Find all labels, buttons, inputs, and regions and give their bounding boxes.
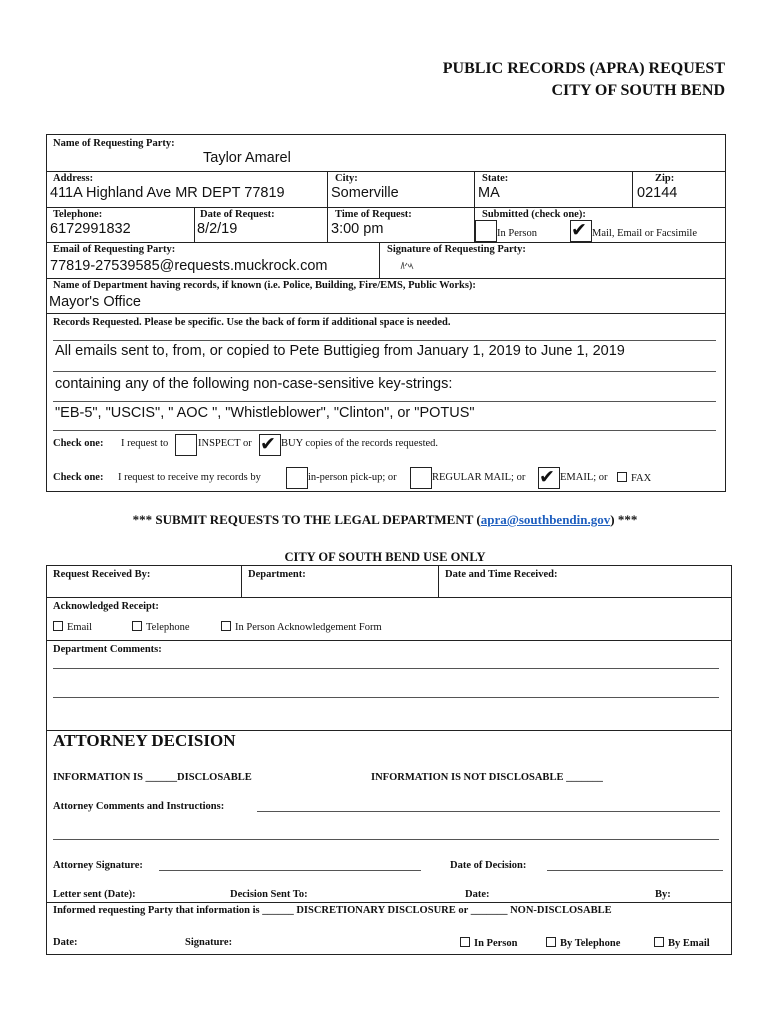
email-value: 77819-27539585@requests.muckrock.com <box>50 258 328 274</box>
name-value: Taylor Amarel <box>203 150 291 166</box>
email-delivery-label: EMAIL; or <box>560 472 608 483</box>
check-mark-icon: ✔ <box>260 433 276 455</box>
submit-instructions <box>0 512 770 528</box>
ack-in-person-label: In Person Acknowledgement Form <box>235 622 382 633</box>
department-value: Mayor's Office <box>49 294 141 310</box>
form-title: PUBLIC RECORDS (APRA) REQUEST <box>442 60 725 77</box>
city-department-label: Department: <box>248 569 306 580</box>
in-person-label: In Person <box>497 228 537 239</box>
submit-suffix: ) *** <box>610 512 638 527</box>
regular-mail-checkbox[interactable] <box>410 467 432 489</box>
final-signature-label: Signature: <box>185 937 233 948</box>
ack-telephone-option <box>132 621 190 633</box>
signature-image <box>400 260 416 272</box>
regular-mail-label: REGULAR MAIL; or <box>432 472 526 483</box>
submitted-label: Submitted (check one): <box>482 209 586 220</box>
acknowledged-receipt-label: Acknowledged Receipt: <box>53 601 159 612</box>
informed-party-text: Informed requesting Party that information is ______ DISCRETIONARY DISCLOSURE or _______ NON-DISCLOSABLE <box>53 905 612 916</box>
attorney-signature-label: Attorney Signature: <box>53 860 143 871</box>
email-label: Email of Requesting Party: <box>53 244 176 255</box>
city-label: City: <box>335 173 358 184</box>
decision-date-label: Date: <box>465 889 490 900</box>
date-of-decision-label: Date of Decision: <box>450 860 527 871</box>
check-one-delivery-label: Check one: <box>53 472 104 483</box>
ack-email-option <box>53 621 92 633</box>
final-date-label: Date: <box>53 937 78 948</box>
check-one-label: Check one: <box>53 438 104 449</box>
mail-label: Mail, Email or Facsimile <box>592 228 697 239</box>
final-email-checkbox[interactable] <box>654 937 664 947</box>
final-in-person-label: In Person <box>474 938 518 949</box>
final-email-label: By Email <box>668 938 710 949</box>
final-in-person-option <box>460 937 517 949</box>
disclosable-text: INFORMATION IS ______DISCLOSABLE <box>53 772 252 783</box>
form-subtitle: CITY OF SOUTH BEND <box>551 82 725 99</box>
final-email-option <box>654 937 710 949</box>
final-telephone-checkbox[interactable] <box>546 937 556 947</box>
records-requested-label: Records Requested. Please be specific. Use the back of form if additional space is needed. <box>53 317 451 328</box>
buy-label: BUY copies of the records requested. <box>281 438 439 449</box>
decision-by-label: By: <box>655 889 671 900</box>
ack-email-label: Email <box>67 622 93 633</box>
ack-telephone-checkbox[interactable] <box>132 621 142 631</box>
time-of-request-value: 3:00 pm <box>331 221 384 237</box>
ack-in-person-option <box>221 621 382 633</box>
city-use-heading: CITY OF SOUTH BEND USE ONLY <box>284 550 486 564</box>
telephone-label: Telephone: <box>53 209 103 220</box>
date-time-received-label: Date and Time Received: <box>445 569 558 580</box>
ack-in-person-checkbox[interactable] <box>221 621 231 631</box>
city-value: Somerville <box>331 185 399 201</box>
fax-checkbox[interactable] <box>617 472 627 482</box>
zip-label: Zip: <box>655 173 675 184</box>
pickup-label: in-person pick-up; or <box>308 472 397 483</box>
ack-telephone-label: Telephone <box>146 622 190 633</box>
attorney-comments-label: Attorney Comments and Instructions: <box>53 801 225 812</box>
address-label: Address: <box>53 173 94 184</box>
department-comments-label: Department Comments: <box>53 644 162 655</box>
inspect-checkbox[interactable] <box>175 434 197 456</box>
address-value: 411A Highland Ave MR DEPT 77819 <box>50 185 285 201</box>
legal-email-link[interactable]: apra@southbendin.gov <box>480 512 611 527</box>
department-label: Name of Department having records, if known (i.e. Police, Building, Fire/EMS, Public Works): <box>53 280 476 291</box>
check-mark-icon: ✔ <box>539 466 555 488</box>
decision-sent-to-label: Decision Sent To: <box>230 889 308 900</box>
records-line-2: containing any of the following non-case-sensitive key-strings: <box>55 376 453 392</box>
name-label: Name of Requesting Party: <box>53 138 175 149</box>
final-telephone-option <box>546 937 620 949</box>
attorney-decision-heading: ATTORNEY DECISION <box>53 731 236 750</box>
final-telephone-label: By Telephone <box>560 938 621 949</box>
received-by-label: Request Received By: <box>53 569 151 580</box>
fax-label: FAX <box>631 473 652 484</box>
state-label: State: <box>482 173 509 184</box>
fax-option <box>617 472 651 484</box>
check-mark-icon: ✔ <box>571 219 587 241</box>
telephone-value: 6172991832 <box>50 221 131 237</box>
zip-value: 02144 <box>637 185 678 201</box>
letter-sent-label: Letter sent (Date): <box>53 889 136 900</box>
signature-label: Signature of Requesting Party: <box>387 244 526 255</box>
ack-email-checkbox[interactable] <box>53 621 63 631</box>
inspect-label: INSPECT or <box>198 438 252 449</box>
pickup-checkbox[interactable] <box>286 467 308 489</box>
records-line-3: "EB-5", "USCIS", " AOC ", "Whistleblower", "Clinton", or "POTUS" <box>55 405 475 421</box>
time-of-request-label: Time of Request: <box>335 209 412 220</box>
final-in-person-checkbox[interactable] <box>460 937 470 947</box>
state-value: MA <box>478 185 500 201</box>
submit-prefix: *** SUBMIT REQUESTS TO THE LEGAL DEPARTMENT ( <box>132 512 481 527</box>
date-of-request-value: 8/2/19 <box>197 221 238 237</box>
request-to-text: I request to <box>121 438 169 449</box>
in-person-checkbox[interactable] <box>475 220 497 242</box>
not-disclosable-text: INFORMATION IS NOT DISCLOSABLE _______ <box>371 772 603 783</box>
receive-by-text: I request to receive my records by <box>118 472 261 483</box>
date-of-request-label: Date of Request: <box>200 209 275 220</box>
records-line-1: All emails sent to, from, or copied to Pete Buttigieg from January 1, 2019 to June 1, 2019 <box>55 343 625 359</box>
